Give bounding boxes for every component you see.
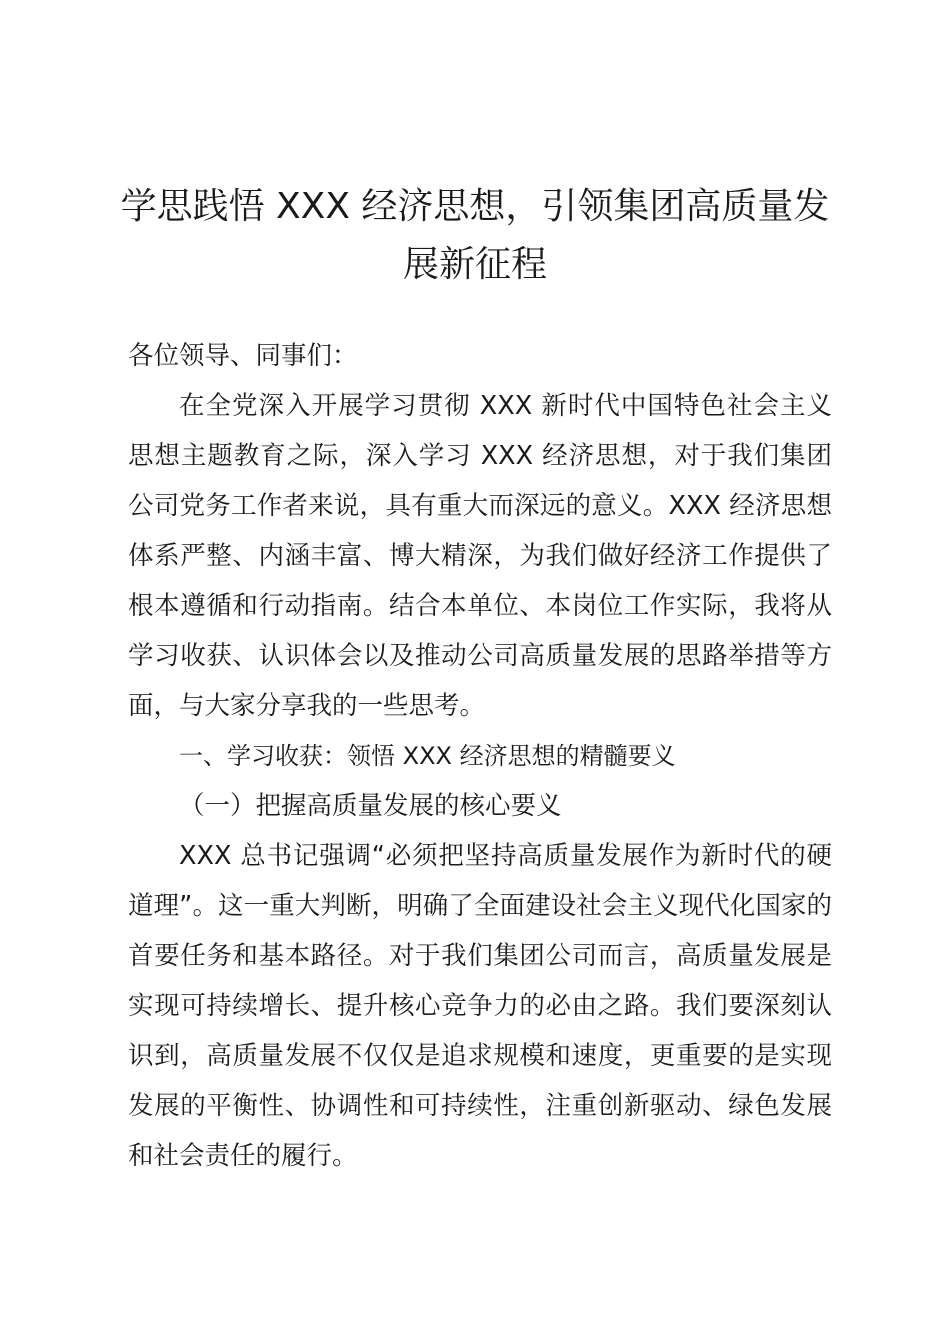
section-heading: 一、学习收获：领悟 XXX 经济思想的精髓要义 — [179, 742, 676, 770]
subsection-heading: （一）把握高质量发展的核心要义 — [179, 791, 562, 821]
paragraph: XXX 总书记强调“必须把坚持高质量发展作为新时代的硬道理”。这一重大判断，明确了全面建设社会主义现代化国家的首要任务和基本路径。对于我们集团公司而言，高质量发展是实现可持续增长、提升核心竞争力的必由之路。我们要深刻认识到，高质量发展不仅仅是追求规模和速度，更重要的是实现发展的平衡性、协调性和可持续性，注重创新驱动、绿色发展和社会责任的履行。 — [128, 841, 832, 1171]
document-title: 学思践悟 XXX 经济思想，引领集团高质量发展新征程 — [120, 186, 830, 285]
document-body — [128, 331, 832, 1181]
paragraph: 在全党深入开展学习贯彻 XXX 新时代中国特色社会主义思想主题教育之际，深入学习 XXX 经济思想，对于我们集团公司党务工作者来说，具有重大而深远的意义。XXX 经济思想体系严整、内涵丰富、博大精深，为我们做好经济工作提供了根本遵循和行动指南。结合本单位、本岗位工作实际，我将从学习收获、认识体会以及推动公司高质量发展的思路举措等方面，与大家分享我的一些思考。 — [128, 391, 832, 721]
salutation: 各位领导、同事们： — [128, 341, 358, 371]
